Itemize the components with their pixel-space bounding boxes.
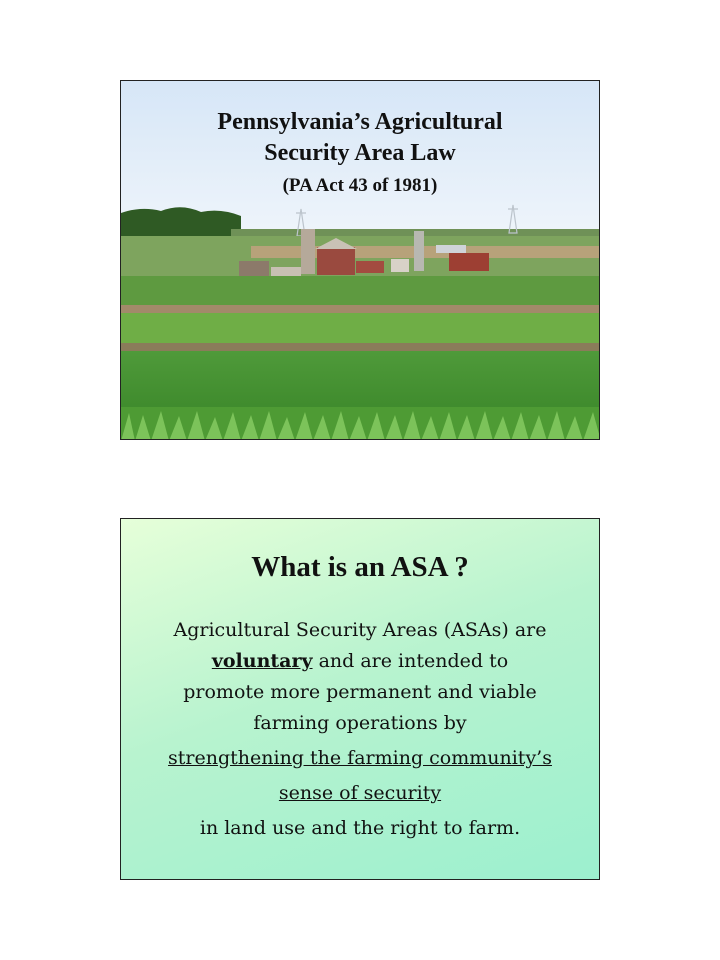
slide1-title-line2: Security Area Law — [264, 140, 456, 166]
slide1-title-line1: Pennsylvania’s Agricultural — [217, 109, 503, 135]
body-line-3: promote more permanent and viable — [183, 681, 537, 703]
slide-agricultural-security-area-law — [120, 80, 600, 440]
slide1-title-block — [121, 107, 599, 201]
voluntary-emphasis: voluntary — [211, 650, 313, 672]
slide2-body — [121, 615, 599, 844]
body-line-6: sense of security — [278, 782, 442, 804]
slide-what-is-an-asa — [120, 518, 600, 880]
body-line-2 — [121, 646, 599, 677]
body-line-7: in land use and the right to farm. — [199, 817, 521, 839]
body-line-4: farming operations by — [253, 712, 467, 734]
slide1-subtitle: (PA Act 43 of 1981) — [282, 175, 438, 196]
body-line-5: strengthening the farming community’s — [168, 747, 552, 769]
body-line-2-rest: and are intended to — [312, 650, 509, 672]
body-line-1: Agricultural Security Areas (ASAs) are — [173, 619, 547, 641]
slide2-title: What is an ASA ? — [251, 551, 469, 583]
